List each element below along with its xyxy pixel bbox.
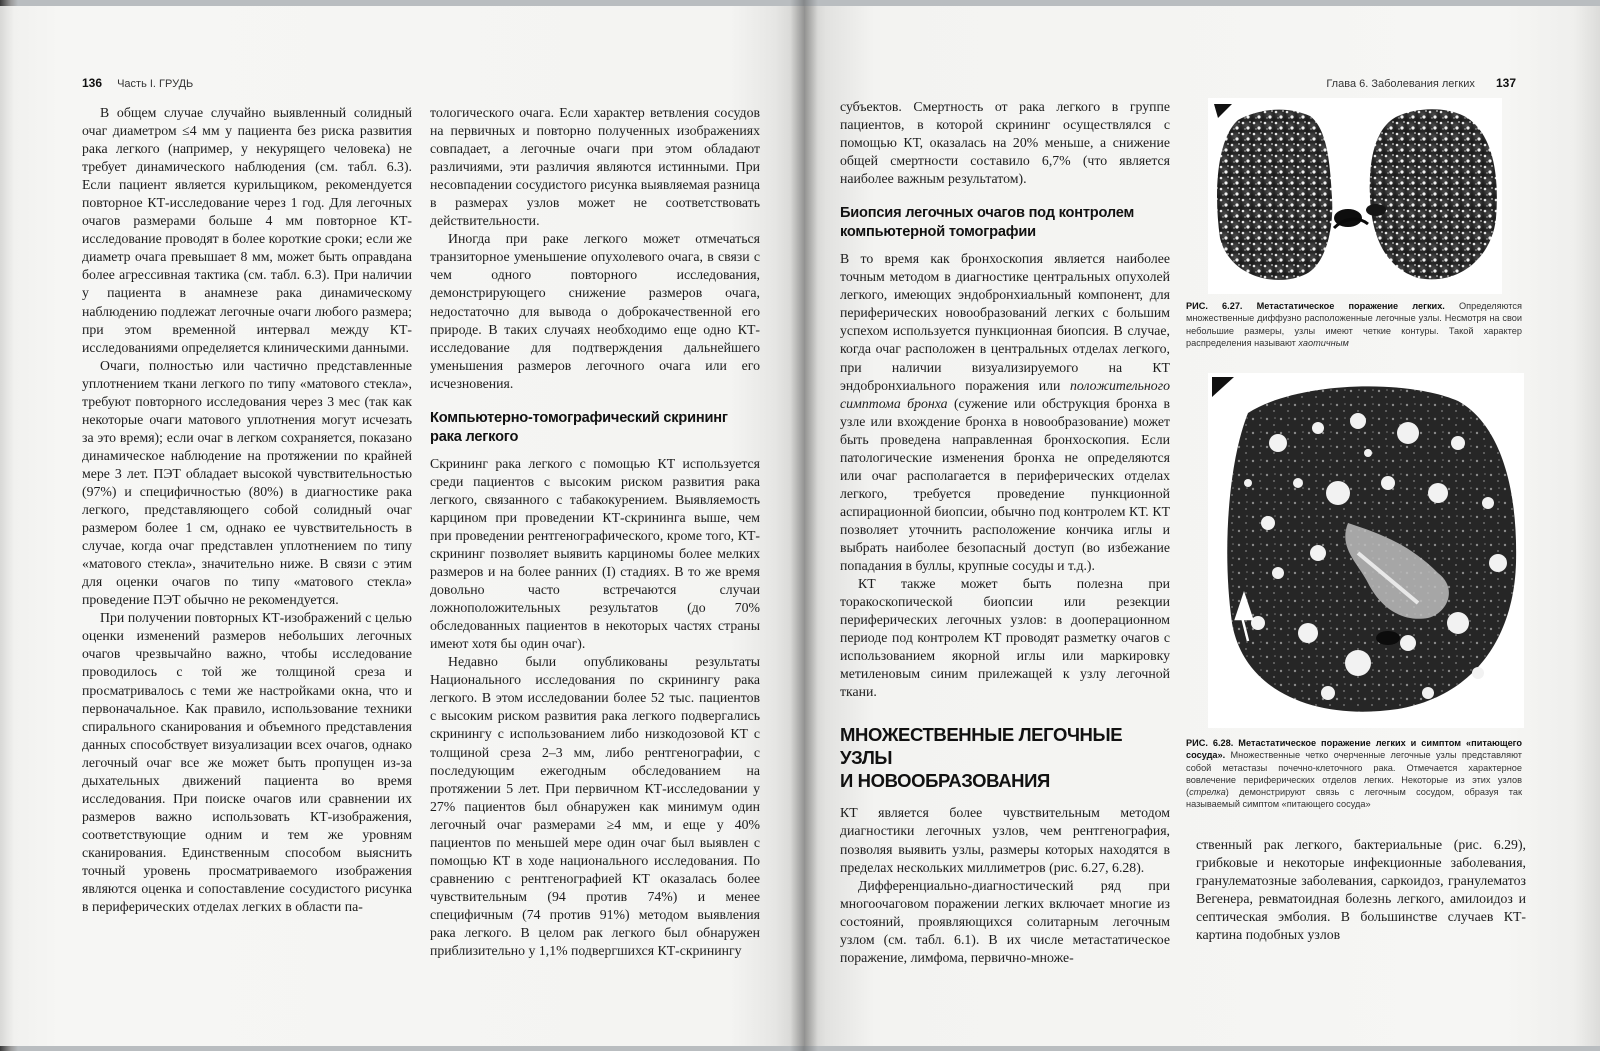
left-running-head — [82, 76, 193, 90]
right-page — [804, 6, 1600, 1046]
section-subheading-biopsy: Биопсия легочных очагов под контролем компьютерной томографии — [840, 205, 1135, 241]
paragraph: При получении повторных КТ-изображений с целью оценки изменений размеров небольших легочных очагов чрезвычайно важно, чтобы исследование проводилось с той же толщиной среза и просматривалось с теми же настройками окна, что и первоначальное. Как правило, использование техники спирального сканирования и объемного представления данных способствует визуализации всех очагов, однако легочный очаг все же может быть пропущен из-за дыхательных движений пациента во время исследования. При поиске очагов или сравнении их размеров важно использовать КТ-изображения, соответствующие одним и тем же уровням сканирования. Единственным способом выяснить точный уровень просматриваемого изображения являются оценка и сопоставление сосудистого рисунка в периферических отделах легких в области па- — [82, 610, 412, 915]
paragraph: Очаги, полностью или частично представленные уплотнением ткани легкого по типу «матового стекла», требуют повторного исследования через 3 мес (так как некоторые очаги матового уплотнения могут исчезать за это время); если очаг в легком сохраняется, показано динамическое наблюдение на протяжении по крайней мере 3 лет. ПЭТ обладает высокой чувствительностью (97%) и специфичностью (80%) в диагностике рака легкого, представляющего собой солидный очаг размером более 1 см, однако ее чувствительность в случае, когда очаг представлен уплотнением по типу «матового стекла», значительно ниже. В связи с этим для оценки очагов по типу «матового стекла» проведение ПЭТ обычно не рекомендуется. — [82, 357, 412, 608]
emphasis-term: положительного симптома бронха — [840, 377, 1170, 411]
heading-line: И НОВООБРАЗОВАНИЯ — [840, 770, 1050, 792]
text-run: В то время как бронхоскопия является наиболее точным методом в диагностике центральных опухолей легкого, имеющих эндобронхиальный компонент, для периферических новообразований легких с большим успехом используется пункционная биопсия. В случае, когда очаг расположен в центральных отделах легкого, при наличии визуализируемого на КТ эндобронхиального поражения или — [840, 251, 1170, 393]
figure-6-27-caption — [1186, 300, 1522, 349]
left-page — [0, 6, 804, 1046]
paragraph: субъектов. Смертность от рака легкого в группе пациентов, в которой скрининг осуществлялся с помощью КТ, оказалась на 20% меньше, а снижение общей смертности составило 6,7% (что является наиболее важным результатом). — [840, 99, 1170, 187]
caption-text: ) демонстрируют связь с легочным сосудом, образуя так называемый симптом «питающего сосуда» — [1186, 787, 1522, 810]
caption-emphasis: хаотичным — [1298, 337, 1349, 348]
figure-6-28-ct-image — [1208, 373, 1524, 728]
right-page-number: 137 — [1495, 76, 1516, 90]
right-column-d-tail: ственный рак легкого, бактериальные (рис. 6.29), грибковые и некоторые инфекционные заболевания, гранулематозные заболевания, саркоидоз, гранулематоз Вегенера, ревматоидная болезнь легкого, амилоидоз и септическая эмболия. В большинстве случаев КТ-картина подобных узлов — [1196, 837, 1526, 943]
paragraph: тологического очага. Если характер ветвления сосудов на первичных и повторно полученных изображениях совпадает, а легочные очаги при этом обладают различиями, эти различия являются истинными. При несовпадении сосудистого рисунка выявляемая разница в размерах узлов может не соответствовать действительности. — [430, 105, 760, 229]
left-column-a — [82, 104, 412, 916]
paragraph: Скрининг рака легкого с помощью КТ используется среди пациентов с высоким риском развития рака легкого, связанного с табакокурением. Выявляемость карцином при проведении КТ-скрининга выше, чем при проведении рентгенографического, кроме того, КТ-скрининг позволяет выявить карциномы более мелких размеров и на более ранних (I) стадиях. В то же время довольно часто встречаются случаи ложноположительных результатов (до 70% обследованных пациентов в некоторых частях страны имеют хотя бы один очаг). — [430, 455, 760, 652]
right-running-head-text: Глава 6. Заболевания легких — [1326, 78, 1475, 90]
caption-emphasis: стрелка — [1189, 787, 1226, 798]
paragraph: Недавно были опубликованы результаты Национального исследования по скринингу рака легкого. В этом исследовании более 52 тыс. пациентов с высоким риском развития рака легкого подвергались скринингу с использованием либо низкодозовой КТ с толщиной среза 2–3 мм, либо рентгенографии, с последующим ежегодным обследованием на протяжении 5 лет. При первичном КТ-исследовании у 27% пациентов был обнаружен как минимум один легочный очаг размерами ≥4 мм, и еще у 40% пациентов по меньшей мере один очаг был выявлен с помощью КТ в ходе национального исследования. По сравнению с рентгенографией КТ оказалась более чувствительным (94 против 74%) и менее специфичным (74 против 91%) методом выявления рака легкого. В целом рак легкого был обнаружен приблизительно у 1,1% подвергшихся КТ-скринингу — [430, 654, 760, 959]
section-heading-multiple-nodules — [840, 723, 1170, 792]
caption-text: Определяются множественные диффузно расположенные легочные узлы. Несмотря на свои небольшие размеры, узлы имеют четкие контуры. Такой характер распределения называют — [1186, 301, 1522, 348]
paragraph: В общем случае случайно выявленный солидный очаг диаметром ≤4 мм у пациента без риска развития рака легкого (например, у некурящего человека) не требует динамического наблюдения (см. табл. 6.3). Если пациент является курильщиком, рекомендуется повторное КТ-исследование через 1 год. Для легочных очагов размерами больше 4 мм повторное КТ-исследование проводят в более короткие сроки; если же диаметр очага превышает 8 мм, может быть оправдана более агрессивная тактика (см. табл. 6.3). При наличии у пациента в анамнезе рака динамическому наблюдению подлежат легочные очаги любого размера; при этом временной интервал между КТ-исследованиями определяется клиническими данными. — [82, 105, 412, 355]
ct-scan-lung-metastases-image — [1208, 373, 1524, 728]
right-column-c — [840, 98, 1170, 967]
left-page-number: 136 — [82, 76, 103, 90]
figure-6-28-caption — [1186, 737, 1522, 811]
caption-text: Множественные четко очерченные легочные узлы представляют собой метастазы почечно-клеточного рака. Отмечается характерное вовлечение периферических отделов легких. Некоторые из этих узлов ( — [1186, 750, 1522, 798]
ct-scan-lungs-image — [1208, 98, 1502, 294]
caption-title: РИС. 6.28. Метастатическое поражение легких и симптом «питающего сосуда». — [1186, 738, 1522, 761]
right-running-head — [1326, 76, 1516, 90]
left-running-head-text: Часть I. ГРУДЬ — [117, 78, 194, 90]
text-run: (сужение или обструкция бронха в узле или вхождение бронха в новообразование) может быть проведена направленная бронхоскопия. Если патологические изменения бронха не определяются или очаг располагается в периферических отделах легкого, требуется проведение пункционной аспирационной биопсии, обычно под контролем КТ. КТ позволяет уточнить расположение кончика иглы и выбрать наиболее безопасный доступ (во избежание попадания в буллы, крупные сосуды и т.д.). — [840, 395, 1170, 574]
paragraph: КТ является более чувствительным методом диагностики легочных узлов, чем рентгенография, позволяя выявить узлы, размеры которых находятся в пределах нескольких миллиметров (рис. 6.27, 6.28). — [840, 805, 1170, 875]
section-subheading-screening: Компьютерно-томографический скрининг рака легкого — [430, 409, 728, 445]
left-column-b — [430, 104, 760, 960]
heading-line: МНОЖЕСТВЕННЫЕ ЛЕГОЧНЫЕ УЗЛЫ — [840, 724, 1123, 769]
figure-6-27-ct-image — [1208, 98, 1502, 294]
caption-title: РИС. 6.27. Метастатическое поражение легких. — [1186, 301, 1445, 311]
paragraph: КТ также может быть полезна при торакоскопической биопсии или резекции периферических легочных узлов: в дооперационном периоде под контролем КТ проводят разметку очагов с использованием якорной иглы или маркировку метиленовым синим прилежащей к узлу легочной ткани. — [840, 576, 1170, 700]
paragraph-biopsy — [840, 250, 1170, 575]
paragraph: Иногда при раке легкого может отмечаться транзиторное уменьшение опухолевого очага, в связи с чем одного повторного исследования, демонстрирующего снижение размеров очага, недостаточно для вывода о доброкачественной его природе. В таких случаях необходимо еще одно КТ-исследование для подтверждения дальнейшего уменьшения размеров легочного очага или его исчезновения. — [430, 231, 760, 391]
paragraph: Дифференциально-диагностический ряд при многоочаговом поражении легких включает многие из состояний, проявляющихся солитарным легочным узлом (см. табл. 6.1). В их числе метастатическое поражение, лимфома, первично-множе- — [840, 877, 1170, 965]
